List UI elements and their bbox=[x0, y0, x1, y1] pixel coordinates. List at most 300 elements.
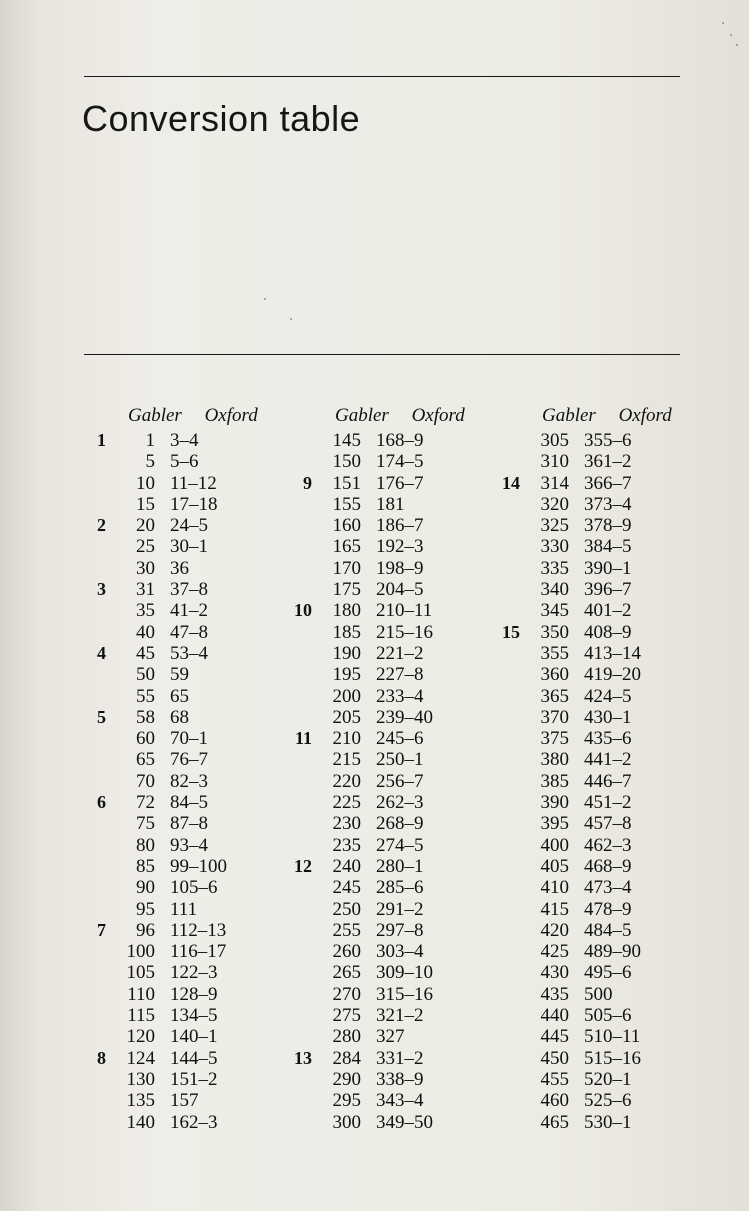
oxford-page: 268–9 bbox=[376, 813, 424, 835]
gabler-page: 385 bbox=[540, 770, 569, 792]
gabler-page: 250 bbox=[332, 898, 361, 920]
oxford-page: 435–6 bbox=[584, 728, 632, 750]
oxford-page: 157 bbox=[170, 1090, 199, 1112]
gabler-page: 290 bbox=[332, 1068, 361, 1090]
table-row bbox=[288, 643, 468, 664]
oxford-page: 3–4 bbox=[170, 430, 199, 451]
table-row bbox=[82, 1026, 262, 1047]
gabler-page: 200 bbox=[332, 685, 361, 707]
oxford-page: 128–9 bbox=[170, 983, 218, 1005]
gabler-page: 270 bbox=[332, 983, 361, 1005]
table-row bbox=[288, 686, 468, 707]
gabler-page: 105 bbox=[126, 962, 155, 984]
oxford-page: 87–8 bbox=[170, 813, 208, 835]
gabler-page: 95 bbox=[136, 898, 155, 920]
table-row bbox=[496, 536, 676, 557]
gabler-page: 460 bbox=[540, 1090, 569, 1112]
oxford-page: 525–6 bbox=[584, 1090, 632, 1112]
gabler-page: 1 bbox=[145, 430, 155, 451]
gabler-page: 225 bbox=[332, 792, 361, 814]
gabler-page: 70 bbox=[136, 770, 155, 792]
table-row bbox=[496, 451, 676, 472]
table-row bbox=[288, 1090, 468, 1111]
table-row bbox=[82, 1048, 262, 1069]
gabler-page: 400 bbox=[540, 834, 569, 856]
oxford-page: 24–5 bbox=[170, 515, 208, 537]
table-row bbox=[496, 494, 676, 515]
oxford-page: 390–1 bbox=[584, 557, 632, 579]
table-row bbox=[288, 1069, 468, 1090]
column-header-group-3 bbox=[542, 405, 672, 427]
table-row bbox=[496, 473, 676, 494]
table-row bbox=[496, 749, 676, 770]
oxford-page: 468–9 bbox=[584, 855, 632, 877]
oxford-page: 262–3 bbox=[376, 792, 424, 814]
oxford-page: 5–6 bbox=[170, 451, 199, 473]
oxford-page: 303–4 bbox=[376, 941, 424, 963]
table-row bbox=[288, 749, 468, 770]
gabler-page: 96 bbox=[136, 919, 155, 941]
gabler-page: 195 bbox=[332, 664, 361, 686]
table-row bbox=[288, 600, 468, 621]
gabler-page: 365 bbox=[540, 685, 569, 707]
table-row bbox=[82, 749, 262, 770]
gabler-page: 350 bbox=[540, 621, 569, 643]
gabler-page: 72 bbox=[136, 792, 155, 814]
gabler-page: 45 bbox=[136, 642, 155, 664]
table-row bbox=[82, 579, 262, 600]
table-row bbox=[82, 451, 262, 472]
table-row bbox=[82, 835, 262, 856]
table-row bbox=[82, 984, 262, 1005]
gabler-page: 320 bbox=[540, 493, 569, 515]
gabler-page: 220 bbox=[332, 770, 361, 792]
gabler-page: 280 bbox=[332, 1026, 361, 1048]
oxford-page: 505–6 bbox=[584, 1005, 632, 1027]
oxford-page: 162–3 bbox=[170, 1111, 218, 1133]
gabler-page: 330 bbox=[540, 536, 569, 558]
table-row bbox=[82, 536, 262, 557]
oxford-page: 530–1 bbox=[584, 1111, 632, 1133]
column-header-group-1 bbox=[128, 405, 258, 427]
oxford-page: 168–9 bbox=[376, 430, 424, 451]
table-row bbox=[288, 622, 468, 643]
gabler-page: 305 bbox=[540, 430, 569, 451]
oxford-page: 413–14 bbox=[584, 642, 641, 664]
table-row bbox=[288, 920, 468, 941]
gabler-page: 405 bbox=[540, 855, 569, 877]
table-row bbox=[82, 707, 262, 728]
table-row bbox=[288, 430, 468, 451]
oxford-page: 76–7 bbox=[170, 749, 208, 771]
oxford-page: 274–5 bbox=[376, 834, 424, 856]
gabler-page: 90 bbox=[136, 877, 155, 899]
gabler-page: 375 bbox=[540, 728, 569, 750]
table-row bbox=[82, 813, 262, 834]
chapter-number: 9 bbox=[303, 472, 312, 493]
oxford-page: 111 bbox=[170, 898, 198, 920]
table-row bbox=[82, 1112, 262, 1133]
table-row bbox=[496, 1005, 676, 1026]
oxford-page: 144–5 bbox=[170, 1047, 218, 1069]
table-row bbox=[288, 1048, 468, 1069]
table-row bbox=[496, 813, 676, 834]
paper-speck bbox=[722, 22, 724, 24]
gabler-page: 160 bbox=[332, 515, 361, 537]
top-rule bbox=[84, 76, 680, 77]
gabler-page: 100 bbox=[126, 941, 155, 963]
oxford-page: 233–4 bbox=[376, 685, 424, 707]
oxford-page: 500 bbox=[584, 983, 613, 1005]
oxford-page: 430–1 bbox=[584, 706, 632, 728]
bottom-rule bbox=[84, 354, 680, 355]
chapter-number: 15 bbox=[502, 621, 520, 642]
oxford-header: Oxford bbox=[204, 405, 258, 426]
table-column-1 bbox=[82, 430, 262, 1133]
oxford-page: 30–1 bbox=[170, 536, 208, 558]
table-row bbox=[82, 622, 262, 643]
table-row bbox=[496, 899, 676, 920]
chapter-number: 1 bbox=[97, 430, 106, 450]
chapter-number: 11 bbox=[294, 728, 312, 749]
oxford-page: 384–5 bbox=[584, 536, 632, 558]
gabler-page: 260 bbox=[332, 941, 361, 963]
gabler-page: 50 bbox=[136, 664, 155, 686]
table-row bbox=[288, 473, 468, 494]
oxford-page: 181 bbox=[376, 493, 405, 515]
gabler-page: 345 bbox=[540, 600, 569, 622]
oxford-page: 53–4 bbox=[170, 642, 208, 664]
oxford-page: 82–3 bbox=[170, 770, 208, 792]
oxford-page: 204–5 bbox=[376, 579, 424, 601]
table-row bbox=[496, 792, 676, 813]
table-row bbox=[288, 579, 468, 600]
table-row bbox=[496, 856, 676, 877]
gabler-page: 145 bbox=[332, 430, 361, 451]
oxford-page: 140–1 bbox=[170, 1026, 218, 1048]
gabler-page: 10 bbox=[136, 472, 155, 494]
gabler-page: 80 bbox=[136, 834, 155, 856]
table-row bbox=[496, 664, 676, 685]
table-row bbox=[82, 920, 262, 941]
gabler-page: 31 bbox=[136, 579, 155, 601]
gabler-page: 340 bbox=[540, 579, 569, 601]
gabler-page: 110 bbox=[127, 983, 155, 1005]
oxford-page: 239–40 bbox=[376, 706, 433, 728]
gabler-page: 210 bbox=[332, 728, 361, 750]
gabler-page: 390 bbox=[540, 792, 569, 814]
gabler-page: 175 bbox=[332, 579, 361, 601]
oxford-page: 65 bbox=[170, 685, 189, 707]
table-row bbox=[288, 813, 468, 834]
paper-speck bbox=[290, 318, 292, 320]
oxford-page: 198–9 bbox=[376, 557, 424, 579]
gabler-page: 300 bbox=[332, 1111, 361, 1133]
table-row bbox=[82, 430, 262, 451]
table-row bbox=[288, 1026, 468, 1047]
gabler-page: 75 bbox=[136, 813, 155, 835]
gabler-page: 425 bbox=[540, 941, 569, 963]
oxford-page: 408–9 bbox=[584, 621, 632, 643]
gabler-page: 60 bbox=[136, 728, 155, 750]
oxford-page: 37–8 bbox=[170, 579, 208, 601]
table-row bbox=[82, 643, 262, 664]
oxford-page: 401–2 bbox=[584, 600, 632, 622]
gabler-page: 450 bbox=[540, 1047, 569, 1069]
table-row bbox=[288, 899, 468, 920]
chapter-number: 2 bbox=[97, 515, 106, 536]
table-row bbox=[82, 686, 262, 707]
gabler-page: 255 bbox=[332, 919, 361, 941]
gabler-page: 245 bbox=[332, 877, 361, 899]
gabler-page: 240 bbox=[332, 855, 361, 877]
table-row bbox=[82, 1069, 262, 1090]
chapter-number: 13 bbox=[294, 1047, 312, 1068]
table-row bbox=[288, 707, 468, 728]
table-row bbox=[82, 792, 262, 813]
gabler-page: 65 bbox=[136, 749, 155, 771]
table-row bbox=[496, 920, 676, 941]
oxford-page: 122–3 bbox=[170, 962, 218, 984]
gabler-page: 455 bbox=[540, 1068, 569, 1090]
oxford-page: 473–4 bbox=[584, 877, 632, 899]
oxford-page: 93–4 bbox=[170, 834, 208, 856]
table-row bbox=[496, 579, 676, 600]
table-row bbox=[82, 473, 262, 494]
table-row bbox=[82, 941, 262, 962]
gabler-page: 165 bbox=[332, 536, 361, 558]
table-row bbox=[496, 1048, 676, 1069]
oxford-page: 174–5 bbox=[376, 451, 424, 473]
oxford-page: 315–16 bbox=[376, 983, 433, 1005]
gabler-page: 25 bbox=[136, 536, 155, 558]
oxford-page: 331–2 bbox=[376, 1047, 424, 1069]
gabler-page: 310 bbox=[540, 451, 569, 473]
table-row bbox=[82, 558, 262, 579]
table-row bbox=[82, 962, 262, 983]
oxford-page: 446–7 bbox=[584, 770, 632, 792]
table-row bbox=[496, 984, 676, 1005]
gabler-page: 180 bbox=[332, 600, 361, 622]
gabler-page: 435 bbox=[540, 983, 569, 1005]
oxford-page: 116–17 bbox=[170, 941, 227, 963]
oxford-page: 134–5 bbox=[170, 1005, 218, 1027]
table-row bbox=[288, 451, 468, 472]
oxford-page: 227–8 bbox=[376, 664, 424, 686]
oxford-page: 424–5 bbox=[584, 685, 632, 707]
table-row bbox=[288, 558, 468, 579]
gabler-page: 410 bbox=[540, 877, 569, 899]
table-row bbox=[496, 1069, 676, 1090]
oxford-page: 17–18 bbox=[170, 493, 218, 515]
gabler-page: 124 bbox=[126, 1047, 155, 1069]
table-row bbox=[496, 430, 676, 451]
table-row bbox=[288, 856, 468, 877]
table-row bbox=[496, 962, 676, 983]
oxford-page: 84–5 bbox=[170, 792, 208, 814]
paper-speck bbox=[730, 34, 732, 36]
table-row bbox=[288, 728, 468, 749]
gabler-page: 215 bbox=[332, 749, 361, 771]
gabler-page: 395 bbox=[540, 813, 569, 835]
gabler-page: 30 bbox=[136, 557, 155, 579]
gabler-page: 151 bbox=[332, 472, 361, 494]
table-row bbox=[496, 1090, 676, 1111]
table-row bbox=[82, 771, 262, 792]
gabler-header: Gabler bbox=[542, 405, 596, 426]
oxford-page: 515–16 bbox=[584, 1047, 641, 1069]
gabler-page: 120 bbox=[126, 1026, 155, 1048]
oxford-page: 495–6 bbox=[584, 962, 632, 984]
table-column-2 bbox=[288, 430, 468, 1133]
table-row bbox=[496, 941, 676, 962]
gabler-page: 430 bbox=[540, 962, 569, 984]
table-row bbox=[288, 515, 468, 536]
table-row bbox=[82, 664, 262, 685]
table-row bbox=[496, 707, 676, 728]
oxford-page: 112–13 bbox=[170, 919, 227, 941]
gabler-page: 355 bbox=[540, 642, 569, 664]
gabler-page: 235 bbox=[332, 834, 361, 856]
oxford-page: 68 bbox=[170, 706, 189, 728]
table-row bbox=[288, 835, 468, 856]
oxford-page: 343–4 bbox=[376, 1090, 424, 1112]
gabler-page: 135 bbox=[126, 1090, 155, 1112]
gabler-page: 85 bbox=[136, 855, 155, 877]
gabler-page: 360 bbox=[540, 664, 569, 686]
oxford-page: 373–4 bbox=[584, 493, 632, 515]
table-row bbox=[82, 899, 262, 920]
table-row bbox=[288, 941, 468, 962]
oxford-page: 36 bbox=[170, 557, 189, 579]
gabler-page: 5 bbox=[145, 451, 155, 473]
table-row bbox=[82, 515, 262, 536]
chapter-number: 5 bbox=[97, 706, 106, 727]
gabler-page: 440 bbox=[540, 1005, 569, 1027]
chapter-number: 3 bbox=[97, 579, 106, 600]
gabler-page: 150 bbox=[332, 451, 361, 473]
oxford-page: 215–16 bbox=[376, 621, 433, 643]
page-title: Conversion table bbox=[82, 98, 361, 139]
table-row bbox=[288, 771, 468, 792]
oxford-page: 378–9 bbox=[584, 515, 632, 537]
gabler-page: 115 bbox=[127, 1005, 155, 1027]
paper-speck bbox=[736, 44, 738, 46]
table-row bbox=[82, 877, 262, 898]
oxford-page: 99–100 bbox=[170, 855, 227, 877]
oxford-page: 11–12 bbox=[170, 472, 217, 494]
column-header-group-2 bbox=[335, 405, 465, 427]
gabler-page: 155 bbox=[332, 493, 361, 515]
table-row bbox=[496, 558, 676, 579]
oxford-page: 462–3 bbox=[584, 834, 632, 856]
table-row bbox=[496, 600, 676, 621]
table-row bbox=[288, 984, 468, 1005]
oxford-page: 355–6 bbox=[584, 430, 632, 451]
oxford-page: 478–9 bbox=[584, 898, 632, 920]
oxford-page: 59 bbox=[170, 664, 189, 686]
gabler-page: 130 bbox=[126, 1068, 155, 1090]
oxford-page: 457–8 bbox=[584, 813, 632, 835]
gabler-page: 314 bbox=[540, 472, 569, 494]
oxford-header: Oxford bbox=[411, 405, 465, 426]
oxford-page: 309–10 bbox=[376, 962, 433, 984]
oxford-page: 47–8 bbox=[170, 621, 208, 643]
table-row bbox=[288, 494, 468, 515]
oxford-header: Oxford bbox=[618, 405, 672, 426]
oxford-page: 192–3 bbox=[376, 536, 424, 558]
oxford-page: 419–20 bbox=[584, 664, 641, 686]
oxford-page: 349–50 bbox=[376, 1111, 433, 1133]
gabler-page: 185 bbox=[332, 621, 361, 643]
oxford-page: 484–5 bbox=[584, 919, 632, 941]
oxford-page: 321–2 bbox=[376, 1005, 424, 1027]
oxford-page: 280–1 bbox=[376, 855, 424, 877]
table-row bbox=[496, 877, 676, 898]
table-row bbox=[288, 1005, 468, 1026]
table-row bbox=[82, 494, 262, 515]
table-row bbox=[288, 664, 468, 685]
oxford-page: 361–2 bbox=[584, 451, 632, 473]
gabler-page: 58 bbox=[136, 706, 155, 728]
chapter-number: 12 bbox=[294, 855, 312, 876]
table-row bbox=[496, 1112, 676, 1133]
table-row bbox=[82, 600, 262, 621]
table-row bbox=[82, 856, 262, 877]
gabler-page: 265 bbox=[332, 962, 361, 984]
table-row bbox=[496, 835, 676, 856]
oxford-page: 338–9 bbox=[376, 1068, 424, 1090]
table-row bbox=[82, 728, 262, 749]
gabler-page: 230 bbox=[332, 813, 361, 835]
oxford-page: 245–6 bbox=[376, 728, 424, 750]
gabler-page: 15 bbox=[136, 493, 155, 515]
oxford-page: 366–7 bbox=[584, 472, 632, 494]
chapter-number: 10 bbox=[294, 600, 312, 621]
oxford-page: 291–2 bbox=[376, 898, 424, 920]
oxford-page: 176–7 bbox=[376, 472, 424, 494]
table-row bbox=[496, 643, 676, 664]
gabler-page: 380 bbox=[540, 749, 569, 771]
table-row bbox=[288, 536, 468, 557]
gabler-page: 295 bbox=[332, 1090, 361, 1112]
gabler-page: 140 bbox=[126, 1111, 155, 1133]
gabler-page: 275 bbox=[332, 1005, 361, 1027]
chapter-number: 8 bbox=[97, 1047, 106, 1068]
table-row bbox=[496, 1026, 676, 1047]
gabler-page: 445 bbox=[540, 1026, 569, 1048]
oxford-page: 297–8 bbox=[376, 919, 424, 941]
table-row bbox=[496, 515, 676, 536]
oxford-page: 285–6 bbox=[376, 877, 424, 899]
gabler-page: 415 bbox=[540, 898, 569, 920]
oxford-page: 489–90 bbox=[584, 941, 641, 963]
oxford-page: 210–11 bbox=[376, 600, 433, 622]
table-row bbox=[496, 622, 676, 643]
chapter-number: 6 bbox=[97, 792, 106, 813]
table-row bbox=[288, 877, 468, 898]
chapter-number: 14 bbox=[502, 472, 520, 493]
gabler-header: Gabler bbox=[128, 405, 182, 426]
gabler-page: 55 bbox=[136, 685, 155, 707]
gabler-page: 170 bbox=[332, 557, 361, 579]
gabler-page: 465 bbox=[540, 1111, 569, 1133]
oxford-page: 186–7 bbox=[376, 515, 424, 537]
gabler-page: 20 bbox=[136, 515, 155, 537]
table-row bbox=[496, 728, 676, 749]
gabler-page: 325 bbox=[540, 515, 569, 537]
oxford-page: 41–2 bbox=[170, 600, 208, 622]
